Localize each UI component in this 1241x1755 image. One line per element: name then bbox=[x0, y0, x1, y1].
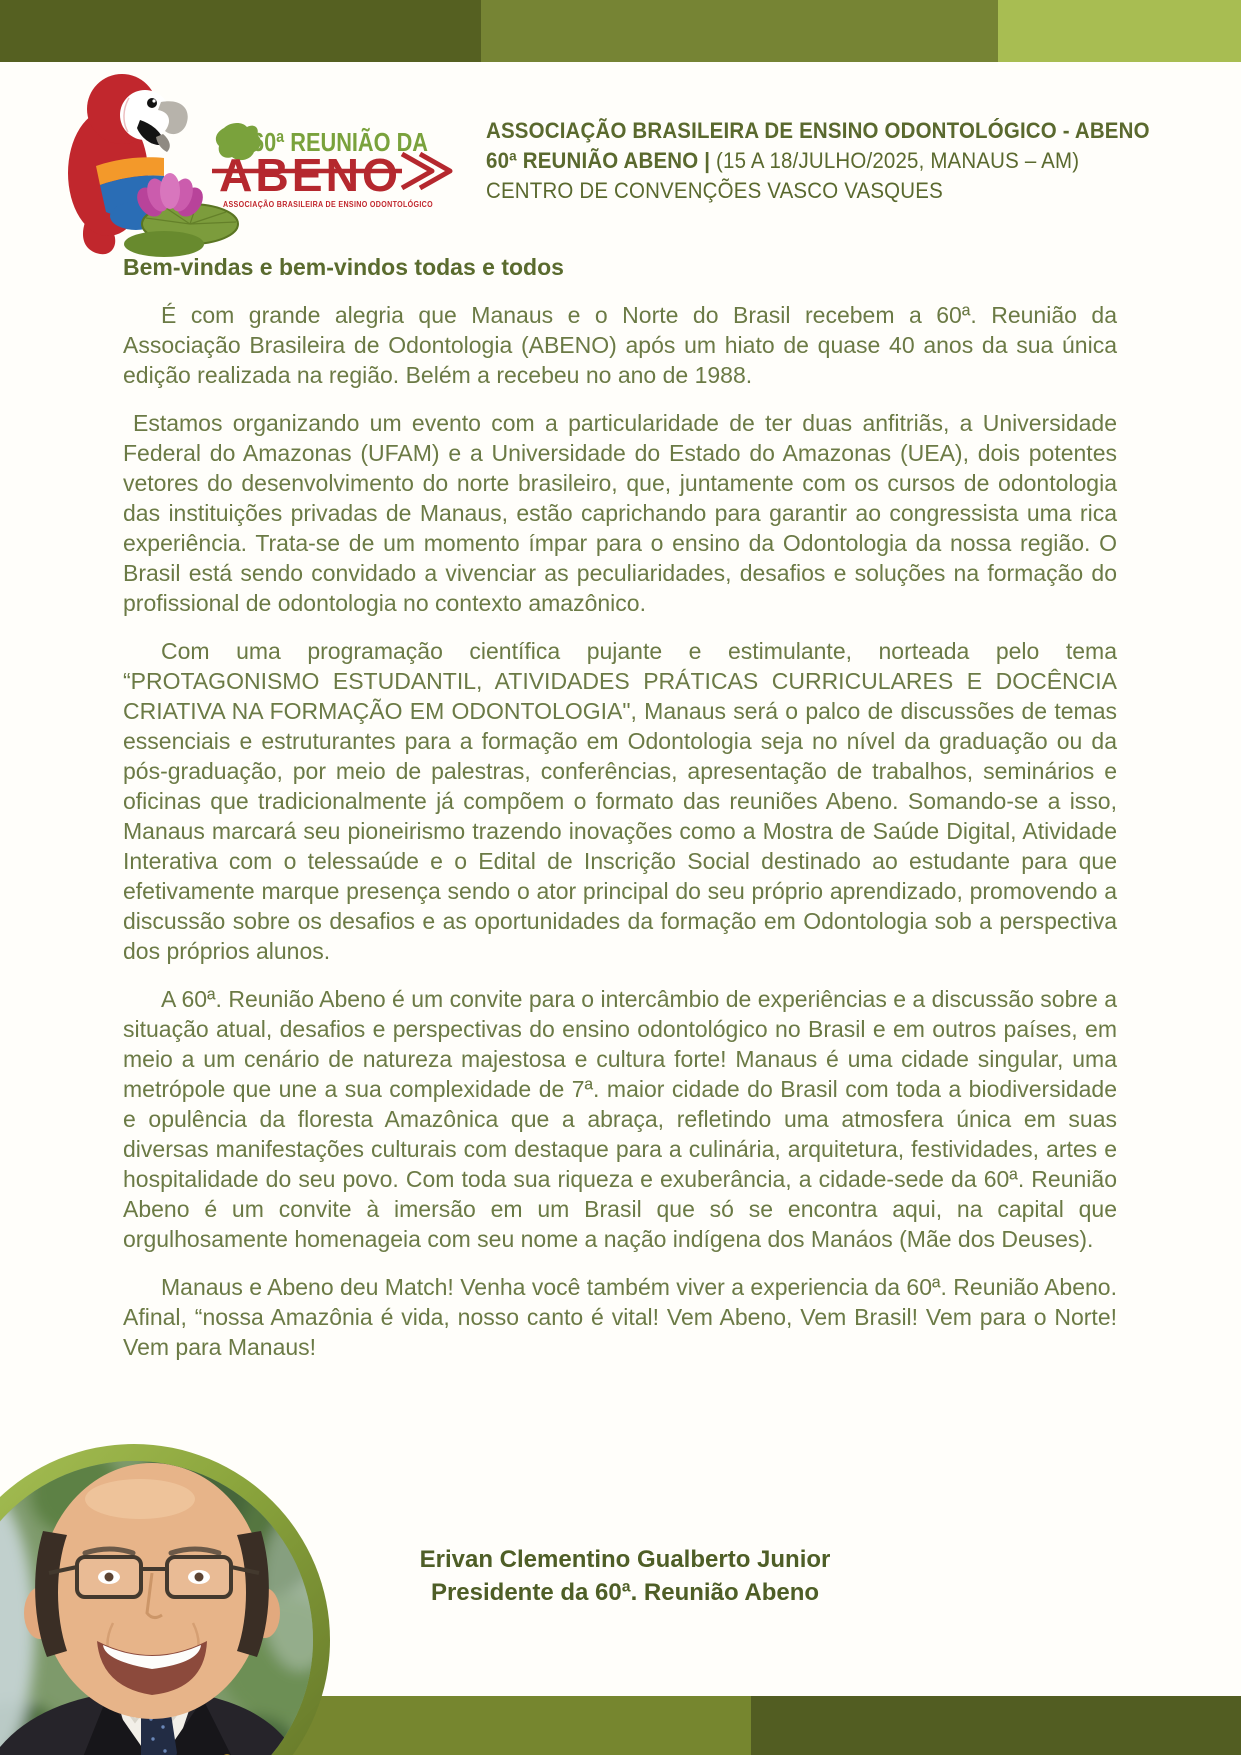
paragraph: Estamos organizando um evento com a particularidade de ter duas anfitriãs, a Universidade Federal do Amazonas (UFAM) e a Universidade do Estado do Amazonas (UEA), dois potentes vetores do desenvolvimento do norte brasileiro, que, juntamente com os cursos de odontologia das instituições privadas de Manaus, estão caprichando para garantir ao congressista uma rica experiência. Trata-se de um momento ímpar para o ensino da Odontologia da nossa região. O Brasil está sendo convidado a vivenciar as peculiaridades, desafios e soluções na formação do profissional de odontologia no contexto amazônico. bbox=[123, 410, 1117, 616]
logo-line2: ABENO bbox=[219, 149, 401, 201]
header-line2-regular: (15 A 18/JULHO/2025, MANAUS – AM) bbox=[716, 148, 1080, 173]
paragraph: Manaus e Abeno deu Match! Venha você também viver a experiencia da 60ª. Reunião Abeno. Afinal, “nossa Amazônia é vida, nosso canto é vital! Vem Abeno, Vem Brasil! Vem para o Norte! Vem para Manaus! bbox=[123, 1274, 1117, 1360]
president-role: Presidente da 60ª. Reunião Abeno bbox=[430, 1579, 820, 1606]
topbar-segment-dark bbox=[0, 0, 481, 62]
letter-body bbox=[123, 252, 1117, 1362]
logo-line3: ASSOCIAÇÃO BRASILEIRA DE ENSINO ODONTOLÓGICO bbox=[223, 199, 477, 209]
president-name: Erivan Clementino Gualberto Junior bbox=[419, 1546, 831, 1573]
letter-heading: Bem-vindas e bem-vindos todas e todos bbox=[123, 254, 564, 280]
header-line2 bbox=[486, 146, 1137, 176]
paragraph: É com grande alegria que Manaus e o Norte do Brasil recebem a 60ª. Reunião da Associação Brasileira de Odontologia (ABENO) após um hiato de quase 40 anos da sua única edição realizada na região. Belém a recebeu no ano de 1988. bbox=[123, 302, 1117, 388]
event-header bbox=[486, 116, 1150, 206]
topbar-segment-light bbox=[998, 0, 1241, 62]
president-photo-ring bbox=[0, 1444, 330, 1755]
paragraph: Com uma programação científica pujante e estimulante, norteada pelo tema “PROTAGONISMO ESTUDANTIL, ATIVIDADES PRÁTICAS CURRICULARES E DOCÊNCIA CRIATIVA NA FORMAÇÃO EM ODONTOLOGIA", Manaus será o palco de discussões de temas essenciais e estruturantes para a formação em Odontologia seja no nível da graduação ou da pós-graduação, por meio de palestras, conferências, apresentação de trabalhos, seminários e oficinas que tradicionalmente já compõem o formato das reuniões Abeno. Somando-se a isso, Manaus marcará seu pioneirismo trazendo inovações como a Mostra de Saúde Digital, Atividade Interativa com o telessaúde e o Edital de Inscrição Social destinado ao estudante para que efetivamente marque presença sendo o ator principal do seu próprio aprendizado, promovendo a discussão sobre os desafios e as oportunidades da formação em Odontologia sob a perspectiva dos próprios alunos. bbox=[123, 638, 1117, 964]
header-line2-strong: 60ª REUNIÃO ABENO | bbox=[486, 148, 717, 173]
paragraph: A 60ª. Reunião Abeno é um convite para o intercâmbio de experiências e a discussão sobre a situação atual, desafios e perspectivas do ensino odontológico no Brasil e em outros países, em meio a um cenário de natureza majestosa e cultura forte! Manaus é uma cidade singular, uma metrópole que une a sua complexidade de 7ª. maior cidade do Brasil com toda a biodiversidade e opulência da floresta Amazônica que a abraça, refletindo uma atmosfera única em suas diversas manifestações culturais com destaque para a culinária, arquitetura, festividades, artes e hospitalidade do seu povo. Com toda sua riqueza e exuberância, a cidade-sede da 60ª. Reunião Abeno é um convite à imersão em um Brasil que só se encontra aqui, na capital que orgulhosamente homenageia com seu nome a nação indígena dos Manáos (Mãe dos Deuses). bbox=[123, 986, 1117, 1252]
president-portrait-graphic bbox=[0, 1461, 313, 1755]
bottombar-segment-dark bbox=[751, 1696, 1241, 1755]
signature-block bbox=[255, 1543, 995, 1609]
arrow-icon bbox=[402, 154, 450, 188]
header-line1: ASSOCIAÇÃO BRASILEIRA DE ENSINO ODONTOLÓGICO - ABENO bbox=[486, 118, 1150, 143]
top-color-bar bbox=[0, 0, 1241, 62]
header-line3: CENTRO DE CONVENÇÕES VASCO VASQUES bbox=[486, 178, 943, 203]
abeno-logo bbox=[66, 68, 558, 266]
topbar-segment-mid bbox=[481, 0, 998, 62]
logo-line1: 60ª REUNIÃO DA bbox=[252, 127, 429, 157]
president-photo bbox=[0, 1461, 313, 1755]
abeno-logo-graphic bbox=[66, 68, 558, 266]
